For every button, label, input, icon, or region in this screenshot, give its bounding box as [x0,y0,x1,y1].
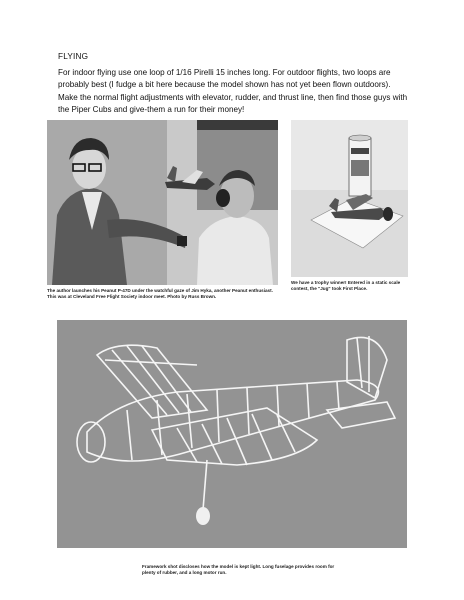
section-heading: FLYING [58,52,89,61]
framework-photo [57,320,407,548]
photo-caption-author-launch: The author launches his Peanut P-47D under the watchful gaze of Jim Hyka, another Peanut enthusiast. This was at Cleveland Free Flight Society indoor meet. Photo by Russ Brown. [47,288,273,300]
trophy-photo [291,120,408,277]
photo-caption-trophy: We have a trophy winner! Entered in a static scale contest, the "Jug" took First Place. [291,280,401,292]
author-launch-photo [47,120,278,285]
photo-caption-framework: Framework shot discloses how the model is kept light. Long fuselage provides room for plenty of rubber, and a long motor run. [142,564,335,576]
body-paragraph: For indoor flying use one loop of 1/16 Pirelli 15 inches long. For outdoor flights, two loops are probably best (I fudge a bit here because the model shown has not yet been flown outdoors). Make the normal flight adjustments with elevator, rudder, and thrust line, then find those guys with the Piper Cubs and give-them a run for their money! [58,68,408,114]
